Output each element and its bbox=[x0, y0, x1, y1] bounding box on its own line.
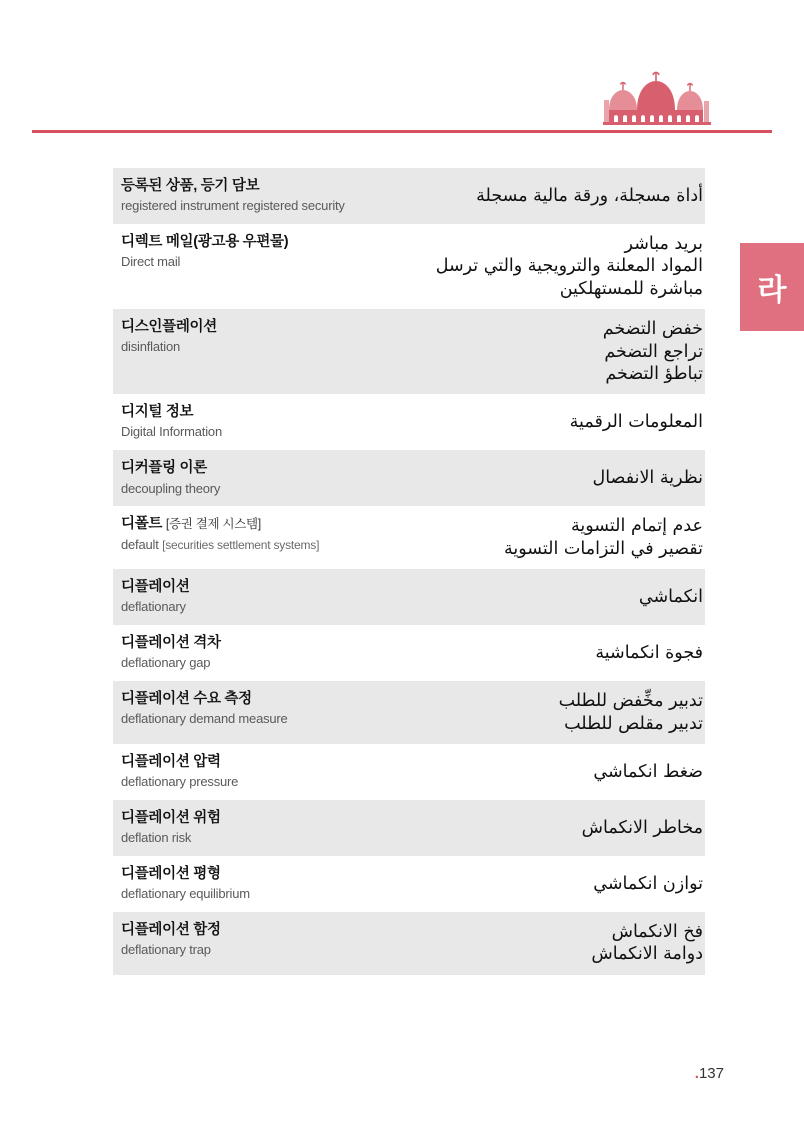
term-arabic-line: مخاطر الانكماش bbox=[581, 817, 703, 838]
page-footer bbox=[695, 1065, 724, 1082]
term-arabic-cell bbox=[409, 744, 705, 800]
term-korean bbox=[121, 233, 401, 251]
term-english bbox=[121, 655, 401, 672]
term-korean-cell bbox=[113, 625, 409, 681]
term-english bbox=[121, 942, 401, 959]
term-english bbox=[121, 599, 401, 616]
term-english-text: Direct mail bbox=[121, 254, 181, 270]
term-korean bbox=[121, 921, 401, 939]
term-arabic-cell bbox=[409, 625, 705, 681]
term-korean-cell bbox=[113, 856, 409, 912]
term-korean-text: 등록된 상품, 등기 담보 bbox=[121, 178, 260, 194]
term-korean bbox=[121, 690, 401, 708]
glossary-row bbox=[113, 744, 705, 800]
term-korean-text: 디플레이션 위험 bbox=[121, 810, 221, 826]
term-arabic-cell bbox=[409, 800, 705, 856]
term-arabic-cell bbox=[409, 168, 705, 224]
term-korean-text: 디플레이션 평형 bbox=[121, 866, 221, 883]
glossary-row bbox=[113, 309, 705, 394]
term-arabic-line: أداة مسجلة، ورقة مالية مسجلة bbox=[476, 185, 703, 206]
term-english bbox=[121, 537, 401, 554]
page-number: 137 bbox=[698, 1065, 724, 1082]
term-english-text: Digital Information bbox=[121, 424, 222, 440]
term-english bbox=[121, 886, 401, 903]
term-korean-text: 디폴트 bbox=[121, 516, 163, 533]
term-korean bbox=[121, 753, 401, 771]
term-arabic-cell bbox=[409, 681, 705, 744]
glossary-row bbox=[113, 394, 705, 450]
header-divider bbox=[32, 130, 772, 133]
term-korean-text: 디플레이션 격차 bbox=[121, 635, 221, 652]
term-arabic-line: نظرية الانفصال bbox=[592, 468, 703, 489]
term-arabic-line: تدبير مخِّفض للطلب bbox=[558, 691, 703, 712]
term-korean-cell bbox=[113, 744, 409, 800]
term-arabic-line: مباشرة للمستهلكين bbox=[559, 278, 703, 299]
term-arabic-cell bbox=[409, 224, 705, 309]
term-english-text: deflationary trap bbox=[121, 942, 211, 958]
term-english bbox=[121, 711, 401, 728]
term-korean bbox=[121, 318, 401, 336]
term-english-text: disinflation bbox=[121, 339, 181, 355]
glossary-row bbox=[113, 625, 705, 681]
term-arabic-cell bbox=[409, 856, 705, 912]
term-english bbox=[121, 424, 401, 441]
term-korean-text: 디지털 정보 bbox=[121, 404, 194, 421]
term-english bbox=[121, 339, 401, 356]
term-korean-text: 디플레이션 함정 bbox=[121, 922, 221, 939]
term-korean-text: 디플레이션 압력 bbox=[121, 753, 221, 770]
term-korean bbox=[121, 515, 401, 533]
term-arabic-cell bbox=[409, 912, 705, 975]
term-arabic-cell bbox=[409, 394, 705, 450]
footer-dot: . bbox=[694, 1065, 699, 1082]
term-english bbox=[121, 774, 401, 791]
term-korean bbox=[121, 634, 401, 652]
glossary-row bbox=[113, 450, 705, 506]
term-arabic-line: فخ الانكماش bbox=[611, 922, 703, 943]
term-arabic-line: عدم إتمام التسوية bbox=[571, 516, 703, 537]
term-english bbox=[121, 254, 401, 271]
term-korean-text: 디렉트 메일(광고용 우편물) bbox=[121, 234, 289, 251]
term-korean-cell bbox=[113, 912, 409, 975]
term-english-text: registered instrument registered security bbox=[121, 198, 345, 214]
term-arabic-line: انكماشي bbox=[638, 586, 703, 607]
term-korean-cell bbox=[113, 224, 409, 309]
term-arabic-line: تباطؤ التضخم bbox=[605, 363, 703, 384]
term-korean-cell bbox=[113, 168, 409, 224]
term-korean-cell bbox=[113, 800, 409, 856]
term-english bbox=[121, 481, 401, 498]
term-korean-cell bbox=[113, 506, 409, 569]
term-korean bbox=[121, 459, 401, 477]
term-arabic-cell bbox=[409, 569, 705, 625]
term-arabic-line: فجوة انكماشية bbox=[595, 643, 703, 663]
term-english-text: deflationary demand measure bbox=[121, 711, 288, 727]
glossary-table bbox=[113, 168, 705, 975]
term-english-text: deflation risk bbox=[121, 830, 192, 846]
term-korean-cell bbox=[113, 309, 409, 394]
term-english-text: deflationary gap bbox=[121, 655, 211, 671]
term-arabic-cell bbox=[409, 506, 705, 569]
glossary-row bbox=[113, 912, 705, 975]
glossary-row bbox=[113, 506, 705, 569]
term-korean bbox=[121, 403, 401, 421]
term-korean-cell bbox=[113, 450, 409, 506]
term-english-text: deflationary pressure bbox=[121, 774, 239, 790]
section-tab-label: 라 bbox=[757, 274, 787, 307]
term-korean-text: 디스인플레이션 bbox=[121, 319, 217, 336]
term-korean bbox=[121, 177, 401, 195]
term-korean-cell bbox=[113, 394, 409, 450]
term-korean bbox=[121, 865, 401, 883]
term-arabic-line: المعلومات الرقمية bbox=[569, 412, 703, 433]
mosque-illustration bbox=[603, 70, 711, 130]
term-english-text: decoupling theory bbox=[121, 480, 221, 496]
term-korean-qualifier: [증권 결제 시스템] bbox=[165, 517, 261, 532]
term-arabic-line: ضغط انكماشي bbox=[593, 761, 703, 782]
term-arabic-line: تراجع التضخم bbox=[604, 341, 703, 362]
glossary-row bbox=[113, 800, 705, 856]
term-english bbox=[121, 830, 401, 847]
term-arabic-line: خفض التضخم bbox=[602, 319, 703, 340]
term-english-qualifier: [securities settlement systems] bbox=[162, 537, 320, 552]
term-korean-text: 디커플링 이론 bbox=[121, 460, 207, 477]
term-korean-cell bbox=[113, 681, 409, 744]
term-arabic-cell bbox=[409, 309, 705, 394]
term-arabic-cell bbox=[409, 450, 705, 506]
glossary-row bbox=[113, 856, 705, 912]
term-english bbox=[121, 198, 401, 215]
glossary-row bbox=[113, 681, 705, 744]
term-korean-text: 디플레이션 bbox=[121, 579, 190, 596]
term-korean-text: 디플레이션 수요 측정 bbox=[121, 691, 252, 708]
term-english-text: default bbox=[121, 536, 159, 552]
term-korean-cell bbox=[113, 569, 409, 625]
glossary-row bbox=[113, 224, 705, 309]
term-korean bbox=[121, 809, 401, 827]
term-english-text: deflationary equilibrium bbox=[121, 886, 250, 902]
term-arabic-line: المواد المعلنة والترويجية والتي ترسل bbox=[435, 256, 703, 277]
term-arabic-line: تقصير في التزامات التسوية bbox=[503, 538, 703, 559]
glossary-row bbox=[113, 168, 705, 224]
section-tab bbox=[740, 243, 804, 331]
glossary-row bbox=[113, 569, 705, 625]
term-arabic-line: تدبير مقلص للطلب bbox=[564, 713, 703, 734]
term-arabic-line: دوامة الانكماش bbox=[591, 944, 703, 965]
term-english-text: deflationary bbox=[121, 599, 186, 615]
term-arabic-line: توازن انكماشي bbox=[593, 873, 703, 894]
term-korean bbox=[121, 578, 401, 596]
term-arabic-line: بريد مباشر bbox=[624, 234, 703, 255]
